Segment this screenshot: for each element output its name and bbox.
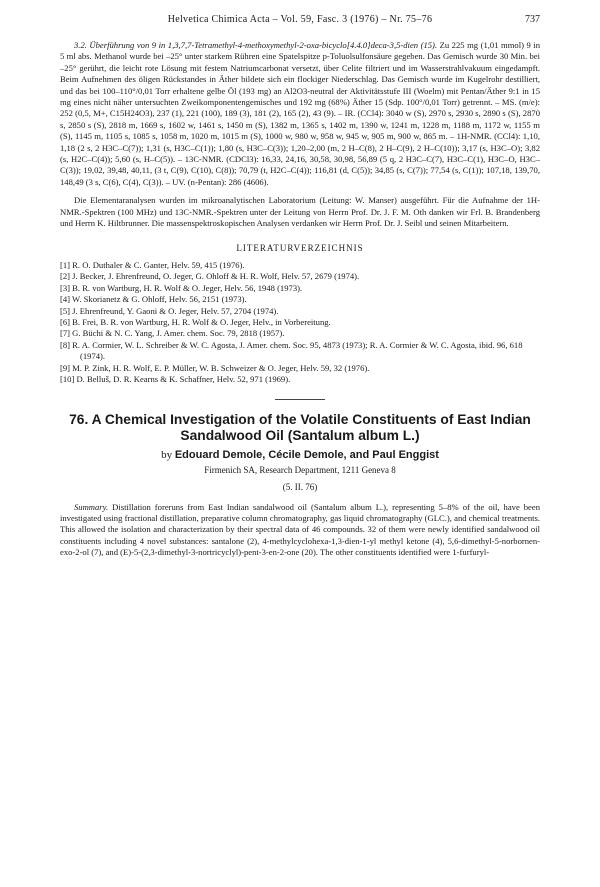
reference-item: [2] J. Becker, J. Ehrenfreund, O. Jeger, G. Ohloff & H. R. Wolf, Helv. 57, 2679 (1974). — [60, 271, 360, 282]
reference-item: [9] M. P. Zink, H. R. Wolf, E. P. Müller, W. B. Schweizer & O. Jeger, Helv. 59, 32 (1976). — [60, 362, 370, 373]
acknowledgement: Die Elementaranalysen wurden im mikroanalytischen Laboratorium (Leitung: W. Manser) ausgeführt. Für die Aufnahme der 1H-NMR.-Spektren (100 MHz) und 13C-NMR.-Spektren unter der Leitung von Herrn Prof. Dr. J. F. M. Oth danken wir Frl. B. Brandenberg und Herrn K. Hiltbrunner. Die massenspektroskopischen Analysen verdanken wir Herrn Prof. Dr. J. Seibl und seinen Mitarbeitern. — [60, 195, 540, 229]
references-title: LITERATURVERZEICHNIS — [236, 242, 364, 253]
reference-item: [10] D. Belluš, D. R. Kearns & K. Schaffner, Helv. 52, 971 (1969). — [60, 373, 291, 384]
reference-item: [7] G. Büchi & N. C. Yang, J. Amer. chem. Soc. 79, 2818 (1957). — [60, 328, 285, 339]
summary-paragraph — [60, 502, 540, 559]
page-body — [60, 40, 540, 559]
experimental-text: Zu 225 mg (1,01 mmol) 9 in 5 ml abs. Methanol wurde bei –25° unter starkem Rühren eine Spatelspitze p-Toluolsulfonsäure gegeben. Das Gemisch wurde 30 Min. bei –25° gerührt, die leicht rote Lösung mit festem Natriumcarbonat versetzt, über Celite filtriert und im Wasserstrahlvakuum eingedampft. Beim Aufnehmen des öligen Rückstandes in Äther bildete sich ein flockiger Niederschlag. Das Gemisch wurde im Kugelrohr destilliert, und das bei 100–110°/0,01 Torr erhaltene gelbe Öl (193 mg) an Al2O3-neutral der Aktivitätsstufe III (Woelm) mit Pentan/Äther 9:1 in 15 mg eines nicht näher untersuchten Zweikomponentengemisches und 192 mg (68%) Äther 15 (Sdp. 100°/0,01 Torr) getrennt. – MS. (m/e): 252 (0,5, M+, C15H24O3), 237 (1), 221 (100), 189 (3), 181 (2), 165 (2), 43 (9). – IR. (CCl4): 3040 w (S), 2970 s, 2930 s, 2890 s (S), 2870 s, 2850 s (S), 2818 m, 1669 s, 1602 w, 1461 s, 1450 m (S), 1382 m, 1365 s, 1402 m, 1390 w, 1241 m, 1228 m, 1188 m, 1172 w, 1155 m (S), 1145 m, 1105 s, 1085 s, 1058 m, 1020 m, 1015 m (S), 1000 w, 980 w, 958 w, 945 w, 905 m, 900 w, 865 m. – 1H-NMR. (CCl4): 1,10, 1,18 (2 s, 2 H3C–C(7)); 1,31 (s, H3C–C(1)); 1,80 (s, H3C–C(3)); 1,20–2,00 (m, 2 H–C(8), 2 H–C(9), 2 H–C(10)); 3,17 (s, H3C–O); 3,82 (s, H2C–C(4)); 5,60 (s, H–C(5)). – 13C-NMR. (CDCl3): 16,33, 24,16, 30,58, 30,98, 56,89 (5 q, 2 H3C–C(7), H3C–C(1), H3C–O, H3C–C(3)); 19,02, 39,48, 40,11, (3 t, C(9), C(10), C(8)); 70,79 (t, H2C–C(4)); 116,81 (d, C(5)); 34,85 (s, C(7)); 77,54 (s, C(1)); 107,18, 139,70, 148,49 (3 s, C(6), C(4), C(3)). – UV. (n-Pentan): 286 (4606). — [60, 40, 540, 187]
reference-item: [4] W. Skorianetz & G. Ohloff, Helv. 56, 2151 (1973). — [60, 294, 247, 305]
author-names: Edouard Demole, Cécile Demole, and Paul Enggist — [174, 449, 439, 462]
reference-item: [3] B. R. von Wartburg, H. R. Wolf & O. Jeger, Helv. 56, 1948 (1973). — [60, 282, 303, 293]
reference-item: [6] B. Frei, B. R. von Wartburg, H. R. Wolf & O. Jeger, Helv., in Vorbereitung. — [60, 316, 331, 327]
received-date: (5. II. 76) — [282, 482, 318, 493]
section-divider — [275, 399, 325, 400]
summary-text: Distillation foreruns from East Indian sandalwood oil (Santalum album L.), representing 5–8% of the oil, have been investigated using fractional distillation, preparative column chromatography, gas liquid chromatography (GLC.), and chemical treatments. This allowed the isolation and characterization by their spectral data of 46 compounds. 32 of them were newly identified sandalwood oil constituents including 4 novel substances: santalone (2), 4-methylcyclohexa-1,3-dien-1-yl methyl ketone (4), 5,6-dimethyl-5-norbornen-exo-2-ol (7), and (E)-5-(2,3-dimethyl-3-nortricyclyl)-pent-3-en-2-one (20). The other constituents identified were 1-furfuryl- — [60, 501, 540, 558]
experimental-paragraph — [60, 40, 540, 188]
reference-item: [8] R. A. Cormier, W. L. Schreiber & W. C. Agosta, J. Amer. chem. Soc. 95, 4873 (1973); R. A. Cormier & W. C. Agosta, ibid. 96, 618 (1974). — [60, 339, 523, 362]
journal-title: Helvetica Chimica Acta – Vol. 59, Fasc. 3 (1976) – Nr. 75–76 — [167, 14, 433, 25]
summary-label: Summary. — [74, 501, 109, 512]
reference-item: [1] R. O. Duthaler & C. Ganter, Helv. 59, 415 (1976). — [60, 259, 245, 270]
by-word: by — [161, 449, 173, 462]
article-title: 76. A Chemical Investigation of the Volatile Constituents of East Indian Sandalwood Oil (Santalum album L.) — [69, 412, 531, 444]
reference-list — [60, 260, 540, 385]
running-header — [60, 14, 540, 25]
page-number: 737 — [525, 14, 540, 25]
reference-item: [5] J. Ehrenfreund, Y. Gaoni & O. Jeger, Helv. 57, 2704 (1974). — [60, 305, 279, 316]
affiliation: Firmenich SA, Research Department, 1211 Geneva 8 — [204, 464, 396, 475]
author-line — [60, 450, 540, 461]
experimental-heading: 3.2. Überführung von 9 in 1,3,7,7-Tetramethyl-4-methoxymethyl-2-oxa-bicyclo[4.4.0]deca-3,5-dien (15). — [74, 40, 438, 50]
